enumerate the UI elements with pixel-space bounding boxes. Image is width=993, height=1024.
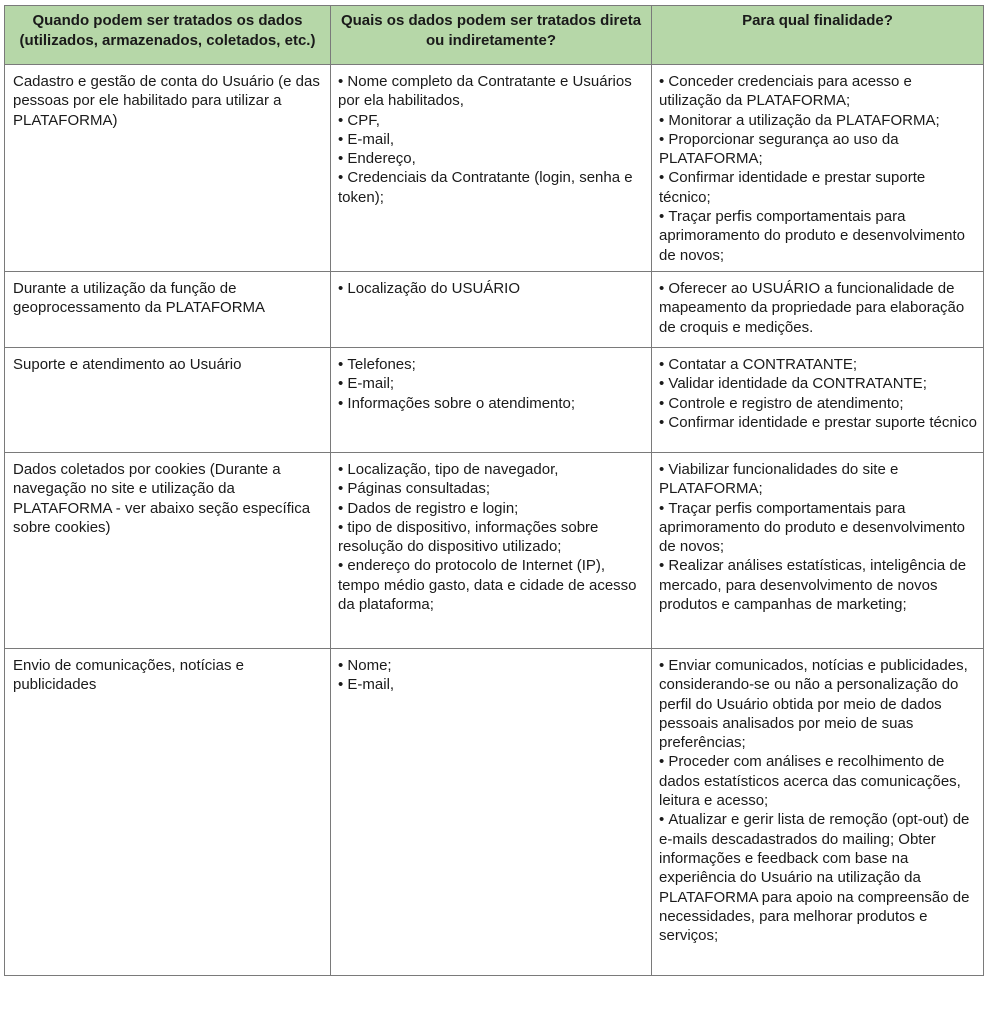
- data-list: [338, 460, 645, 614]
- table-body: [5, 65, 984, 976]
- table-row: [5, 65, 984, 272]
- list-item: • Páginas consultadas;: [338, 479, 645, 498]
- data-processing-table: [4, 5, 984, 976]
- cell-data: [331, 347, 652, 452]
- cell-purpose: [652, 65, 984, 272]
- header-purpose: Para qual finalidade?: [652, 6, 984, 65]
- cell-purpose: [652, 452, 984, 648]
- list-item: • Confirmar identidade e prestar suporte técnico: [659, 413, 977, 432]
- list-item: • Realizar análises estatísticas, inteligência de mercado, para desenvolvimento de novos produtos e campanhas de marketing;: [659, 556, 977, 614]
- purpose-list: [659, 279, 977, 337]
- cell-data: [331, 65, 652, 272]
- header-when: Quando podem ser tratados os dados (utilizados, armazenados, coletados, etc.): [5, 6, 331, 65]
- list-item: • Dados de registro e login;: [338, 499, 645, 518]
- list-item: • Confirmar identidade e prestar suporte técnico;: [659, 168, 977, 207]
- header-data: Quais os dados podem ser tratados direta ou indiretamente?: [331, 6, 652, 65]
- list-item: • CPF,: [338, 111, 645, 130]
- purpose-list: [659, 355, 977, 432]
- list-item: • Atualizar e gerir lista de remoção (opt-out) de e-mails descadastrados do mailing; Obter informações e feedback com base na experiência do Usuário na utilização da PLATAFORMA para apoio na compreensão de necessidades, para melhorar produtos e serviços;: [659, 810, 977, 945]
- cell-when: Envio de comunicações, notícias e publicidades: [5, 648, 331, 975]
- data-list: [338, 279, 645, 298]
- list-item: • tipo de dispositivo, informações sobre resolução do dispositivo utilizado;: [338, 518, 645, 557]
- list-item: • Validar identidade da CONTRATANTE;: [659, 374, 977, 393]
- list-item: • Endereço,: [338, 149, 645, 168]
- list-item: • Enviar comunicados, notícias e publicidades, considerando-se ou não a personalização do perfil do Usuário obtida por meio de dados pessoais analisados por meio de suas preferências;: [659, 656, 977, 752]
- cell-data: [331, 452, 652, 648]
- table-row: [5, 271, 984, 347]
- data-list: [338, 656, 645, 695]
- list-item: • Credenciais da Contratante (login, senha e token);: [338, 168, 645, 207]
- list-item: • Localização do USUÁRIO: [338, 279, 645, 298]
- list-item: • Proporcionar segurança ao uso da PLATAFORMA;: [659, 130, 977, 169]
- list-item: • Proceder com análises e recolhimento de dados estatísticos acerca das comunicações, leitura e acesso;: [659, 752, 977, 810]
- list-item: • Traçar perfis comportamentais para aprimoramento do produto e desenvolvimento de novos;: [659, 207, 977, 265]
- data-list: [338, 72, 645, 207]
- list-item: • Conceder credenciais para acesso e utilização da PLATAFORMA;: [659, 72, 977, 111]
- list-item: • Traçar perfis comportamentais para aprimoramento do produto e desenvolvimento de novos;: [659, 499, 977, 557]
- list-item: • Contatar a CONTRATANTE;: [659, 355, 977, 374]
- cell-data: [331, 271, 652, 347]
- list-item: • E-mail,: [338, 675, 645, 694]
- list-item: • Telefones;: [338, 355, 645, 374]
- cell-when: Durante a utilização da função de geoprocessamento da PLATAFORMA: [5, 271, 331, 347]
- purpose-list: [659, 656, 977, 945]
- purpose-list: [659, 460, 977, 614]
- table-row: [5, 648, 984, 975]
- list-item: • endereço do protocolo de Internet (IP), tempo médio gasto, data e cidade de acesso da plataforma;: [338, 556, 645, 614]
- cell-when: Dados coletados por cookies (Durante a navegação no site e utilização da PLATAFORMA - ver abaixo seção específica sobre cookies): [5, 452, 331, 648]
- list-item: • Viabilizar funcionalidades do site e PLATAFORMA;: [659, 460, 977, 499]
- list-item: • Nome;: [338, 656, 645, 675]
- purpose-list: [659, 72, 977, 265]
- table-header: [5, 6, 984, 65]
- cell-when: Suporte e atendimento ao Usuário: [5, 347, 331, 452]
- table-row: [5, 347, 984, 452]
- list-item: • Monitorar a utilização da PLATAFORMA;: [659, 111, 977, 130]
- cell-purpose: [652, 271, 984, 347]
- cell-when: Cadastro e gestão de conta do Usuário (e das pessoas por ele habilitado para utilizar a PLATAFORMA): [5, 65, 331, 272]
- list-item: • Nome completo da Contratante e Usuários por ela habilitados,: [338, 72, 645, 111]
- list-item: • E-mail;: [338, 374, 645, 393]
- list-item: • Controle e registro de atendimento;: [659, 394, 977, 413]
- cell-data: [331, 648, 652, 975]
- list-item: • E-mail,: [338, 130, 645, 149]
- cell-purpose: [652, 648, 984, 975]
- data-list: [338, 355, 645, 413]
- list-item: • Oferecer ao USUÁRIO a funcionalidade de mapeamento da propriedade para elaboração de croquis e medições.: [659, 279, 977, 337]
- list-item: • Localização, tipo de navegador,: [338, 460, 645, 479]
- list-item: • Informações sobre o atendimento;: [338, 394, 645, 413]
- cell-purpose: [652, 347, 984, 452]
- header-row: [5, 6, 984, 65]
- table-row: [5, 452, 984, 648]
